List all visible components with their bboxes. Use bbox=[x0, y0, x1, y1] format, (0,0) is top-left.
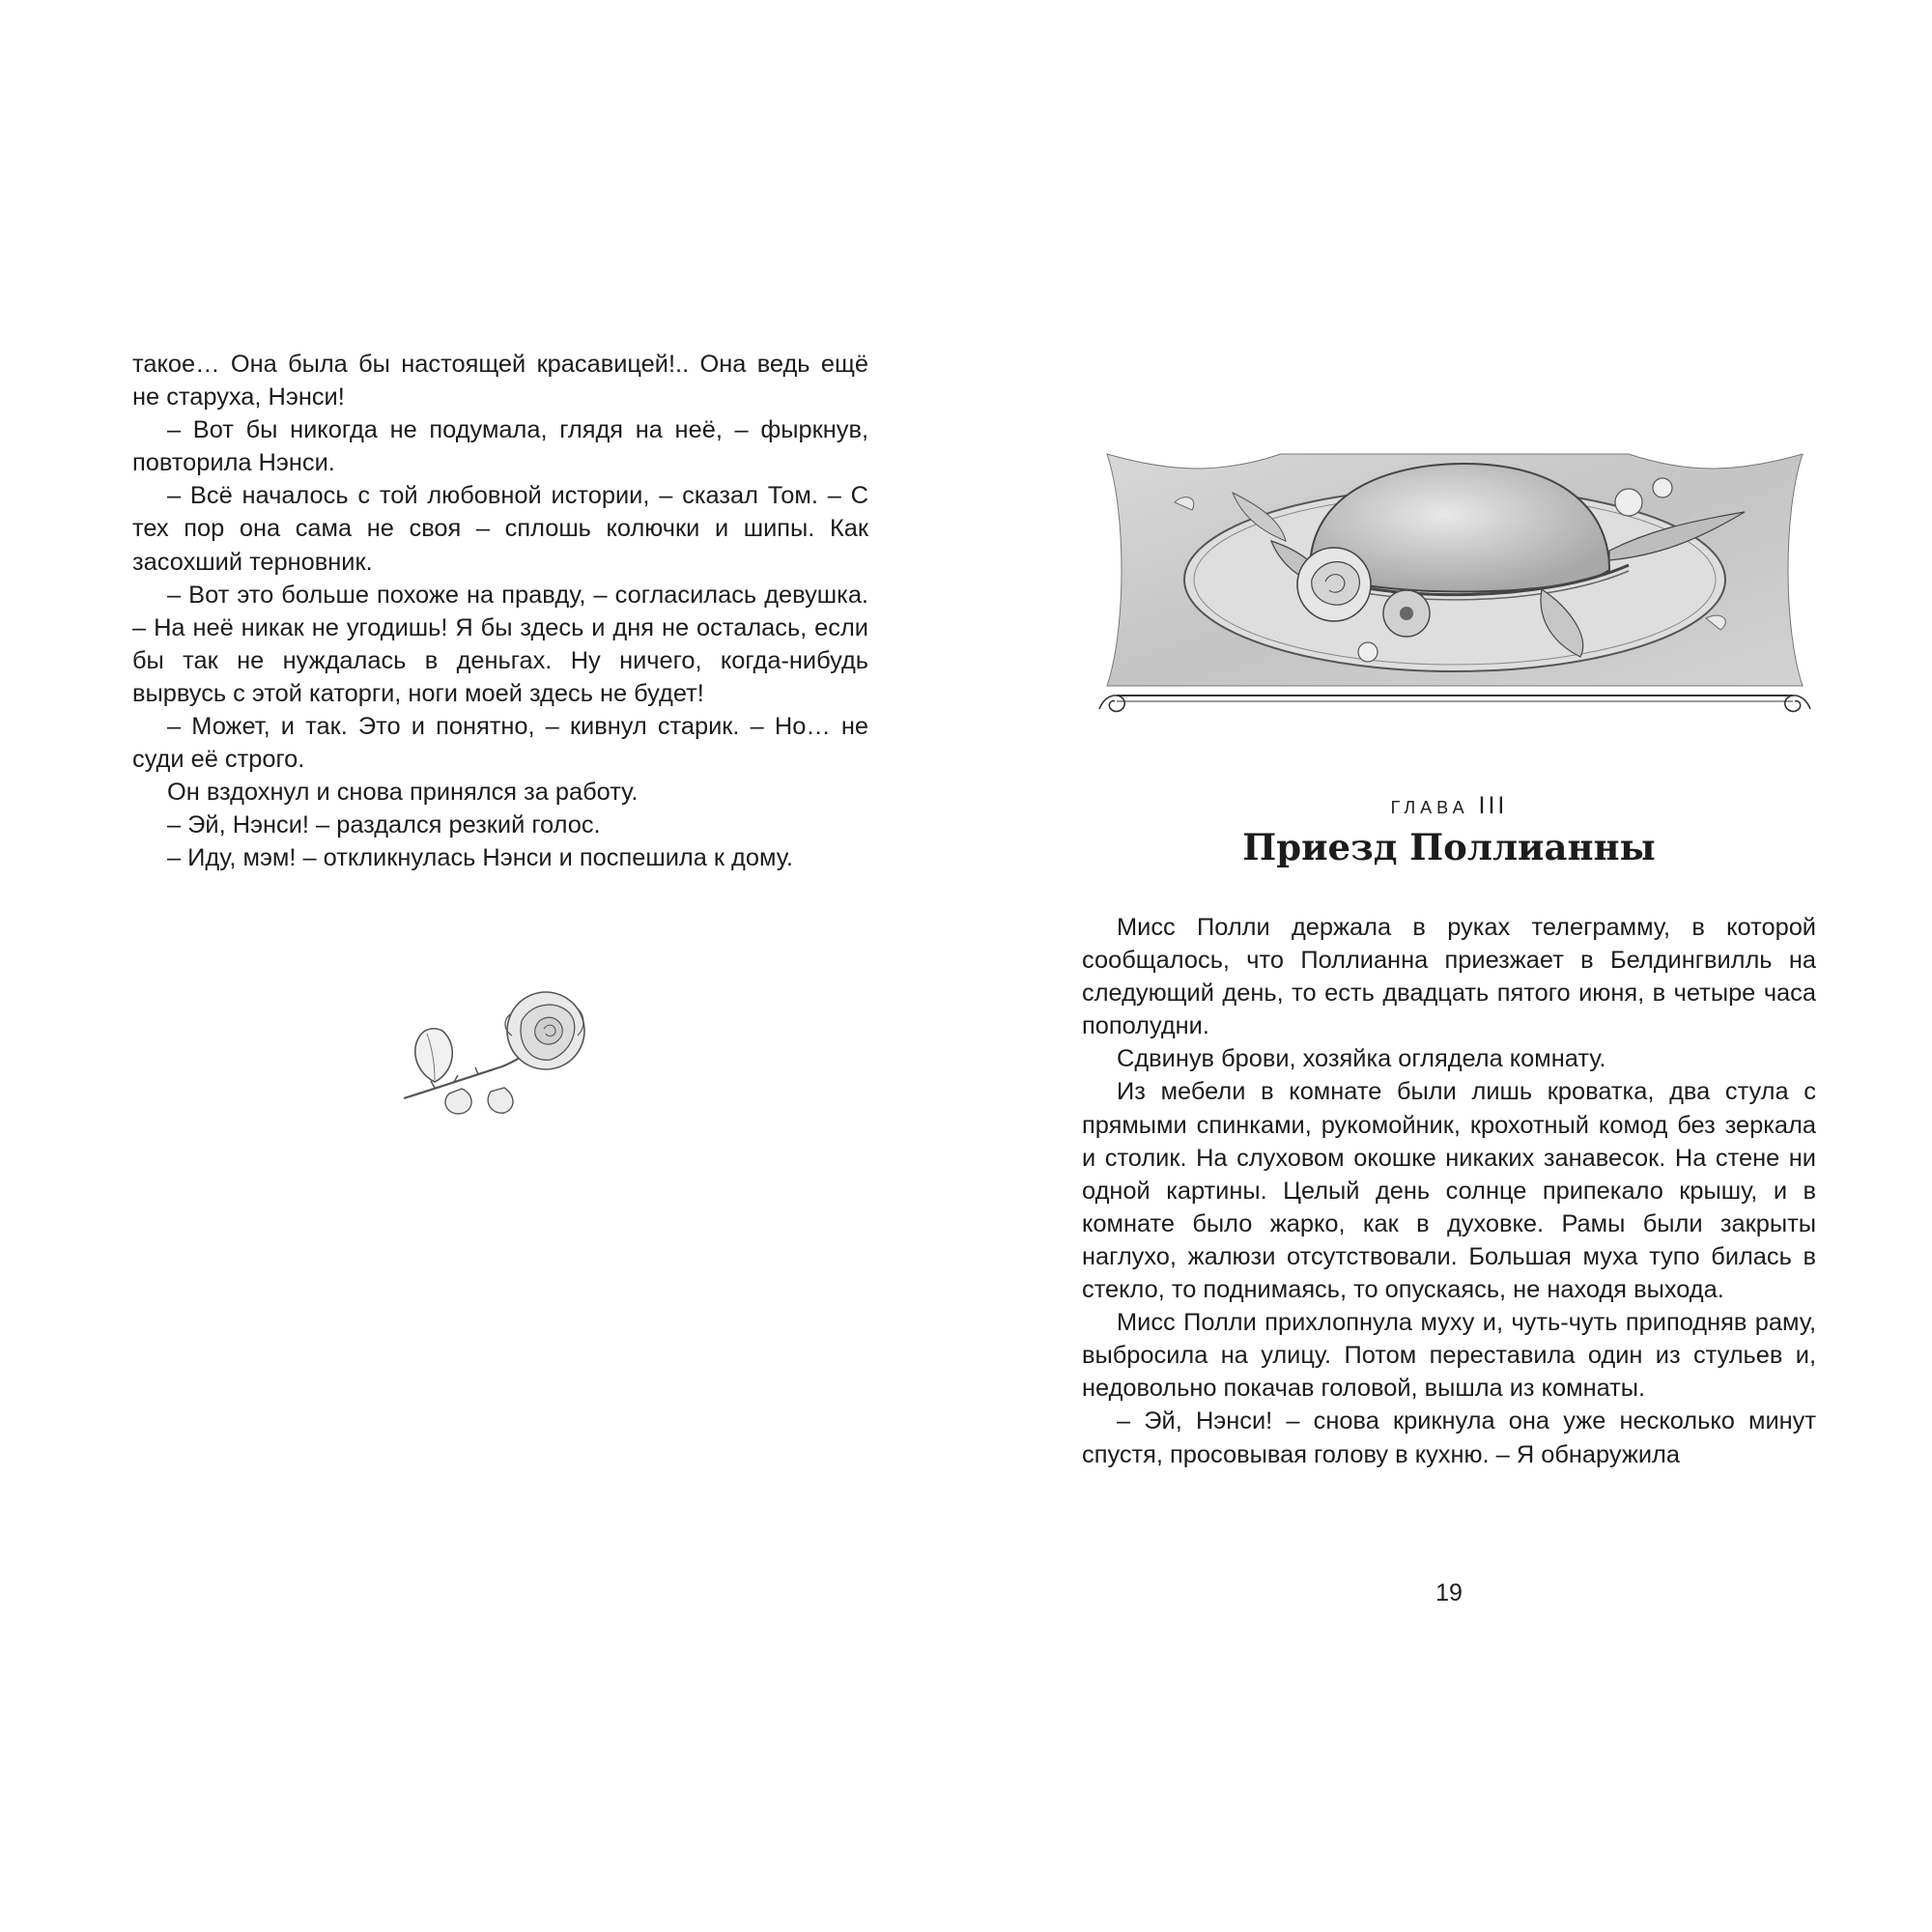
paragraph: такое… Она была бы настоящей красавицей!.. Она ведь ещё не старуха, Нэнси! bbox=[132, 351, 868, 412]
chapter-title: Приезд Поллианны bbox=[1242, 826, 1656, 868]
paragraph: Из мебели в комнате были лишь кроватка, два стула с прямыми спинками, рукомойник, крохотный комод без зеркала и столик. На слуховом окошке никаких занавесок. На стене ни одной картины. Целый день солнце припекало крышу, и в комнате было жарко, как в духовке. Рамы были закрыты наглухо, жалюзи отсутствовали. Большая муха тупо билась в стекло, то поднимаясь, то опускаясь, не находя выхода. bbox=[1082, 1078, 1816, 1304]
paragraph: – Всё началось с той любовной истории, – сказал Том. – С тех пор она сама не своя – сплошь колючки и шипы. Как засохший терновник. bbox=[132, 482, 868, 576]
paragraph: Сдвинув брови, хозяйка оглядела комнату. bbox=[1117, 1045, 1606, 1073]
chapter-number: III bbox=[1478, 792, 1508, 819]
chapter-word: ГЛАВА bbox=[1390, 798, 1469, 817]
page-number: 19 bbox=[1435, 1579, 1463, 1606]
paragraph: – Вот это больше похоже на правду, – согласилась девушка. – На неё никак не угодишь! Я бы здесь и дня не осталась, если бы так не нуждалась в деньгах. Ну ничего, когда-нибудь вырвусь с этой каторги, ноги моей здесь не будет! bbox=[132, 581, 868, 707]
paragraph: – Эй, Нэнси! – раздался резкий голос. bbox=[167, 811, 601, 839]
paragraph: Он вздохнул и снова принялся за работу. bbox=[167, 779, 639, 807]
left-page-text bbox=[132, 348, 868, 875]
paragraph: Мисс Полли прихлопнула муху и, чуть-чуть приподняв раму, выбросила на улицу. Потом переставила один из стульев и, недовольно покачав головой, вышла из комнаты. bbox=[1082, 1309, 1816, 1403]
paragraph: – Иду, мэм! – откликнулась Нэнси и поспешила к дому. bbox=[167, 844, 793, 872]
paragraph: – Вот бы никогда не подумала, глядя на неё, – фыркнув, повторила Нэнси. bbox=[132, 416, 868, 477]
rose-vignette-illustration bbox=[396, 978, 589, 1118]
right-page-text bbox=[1082, 911, 1816, 1471]
paragraph: Мисс Полли держала в руках телеграмму, в которой сообщалось, что Поллианна приезжает в Белдингвилль на следующий день, то есть двадцать пятого июня, в четыре часа пополудни. bbox=[1082, 914, 1816, 1040]
chapter-number-label bbox=[1082, 792, 1816, 820]
chapter-header-illustration bbox=[1088, 435, 1822, 724]
paragraph: – Эй, Нэнси! – снова крикнула она уже несколько минут спустя, просовывая голову в кухню. – Я обнаружила bbox=[1082, 1407, 1816, 1468]
paragraph: – Может, и так. Это и понятно, – кивнул старик. – Но… не суди её строго. bbox=[132, 713, 868, 774]
